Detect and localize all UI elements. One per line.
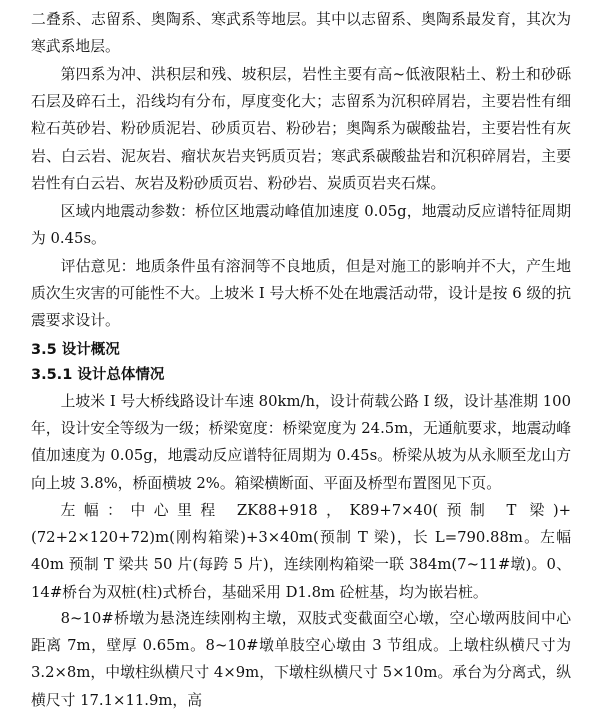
paragraph-design-criteria: 上坡米 I 号大桥线路设计车速 80km/h，设计荷载公路 I 级，设计基准期 100 年，设计安全等级为一级；桥梁宽度：桥梁宽度为 24.5m，无通航要求，地震动峰值加速度为 0.05g，地震动反应谱特征周期为 0.45s。桥梁从坡为从永顺至龙山方向上坡 3.8%，桥面横坡 2%。箱梁横断面、平面及桥型布置图见下页。 [31,393,571,492]
paragraph-piers: 8~10#桥墩为悬浇连续刚构主墩，双肢式变截面空心墩，空心墩两肢间中心距离 7m，壁厚 0.65m。8~10#墩单肢空心墩由 3 节组成。上墩柱纵横尺寸为 3.2×8m，中墩柱纵横尺寸 4×9m，下墩柱纵横尺寸 5×10m。承台为分离式，纵横尺寸 17.1×11.9m，高 [31,610,571,709]
section-heading-design-overview: 3.5 设计概况 [31,342,120,358]
paragraph-assessment: 评估意见：地质条件虽有溶洞等不良地质，但是对施工的影响并不大，产生地质次生灾害的可能性不大。上坡米 I 号大桥不处在地震活动带，设计是按 6 级的抗震要求设计。 [31,258,571,330]
paragraph-seismic-parameters: 区域内地震动参数：桥位区地震动峰值加速度 0.05g，地震动反应谱特征周期为 0.45s。 [31,203,571,248]
paragraph-strata-continued: 二叠系、志留系、奥陶系、寒武系等地层。其中以志留系、奥陶系最发育，其次为寒武系地层。 [31,11,571,56]
paragraph-left-span-layout: 左幅：中心里程 ZK88+918，K89+7×40(预制 T 梁)+(72+2×120+72)m(刚构箱梁)+3×40m(预制 T 梁)，长 L=790.88m。左幅 40m 预制 T 梁共 50 片(每跨 5 片)，连续刚构箱梁一联 384m(7~11#墩)。0、14#桥台为双桩(柱)式桥台，基础采用 D1.8m 砼桩基，均为嵌岩桩。 [31,502,571,601]
paragraph-quaternary-lithology: 第四系为冲、洪积层和残、坡积层，岩性主要有高~低液限粘土、粉土和砂砾石层及碎石土，沿线均有分布，厚度变化大；志留系为沉积碎屑岩，主要岩性有细粒石英砂岩、粉砂质泥岩、砂质页岩、粉砂岩；奥陶系为碳酸盐岩，主要岩性有灰岩、白云岩、泥灰岩、瘤状灰岩夹钙质页岩；寒武系碳酸盐岩和沉积碎屑岩，主要岩性有白云岩、灰岩及粉砂质页岩、粉砂岩、炭质页岩夹石煤。 [31,66,571,192]
subsection-heading-overall-design: 3.5.1 设计总体情况 [31,367,165,383]
